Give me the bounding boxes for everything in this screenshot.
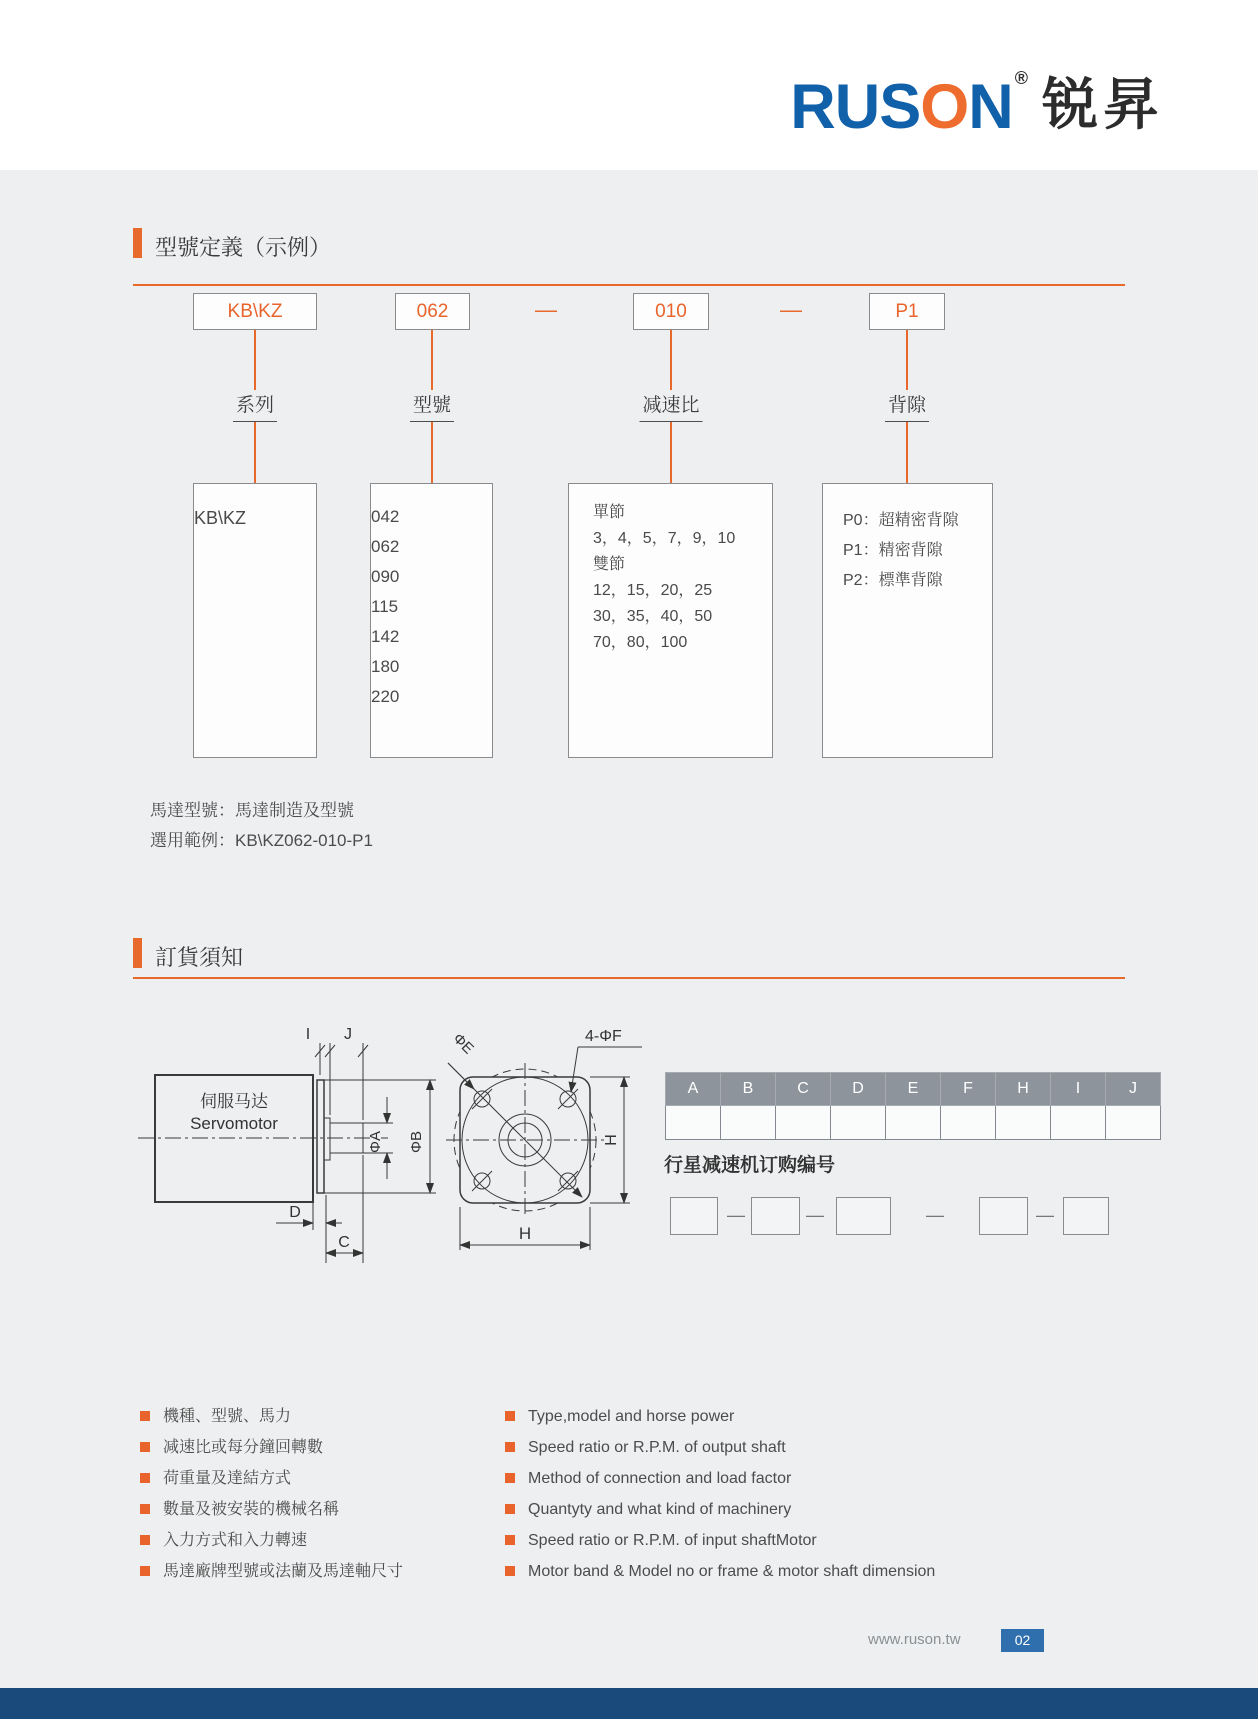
note-item: Motor band & Model no or frame & motor shaft dimension	[505, 1563, 935, 1580]
code-box-ratio: 010	[633, 293, 709, 330]
table-header: J	[1106, 1073, 1161, 1106]
code-separator: —	[780, 297, 802, 322]
connector-line	[906, 422, 908, 483]
servomotor-label-cn: 伺服马达	[200, 1092, 268, 1111]
table-cell	[886, 1106, 941, 1140]
note-item: 荷重量及達結方式	[140, 1470, 403, 1487]
footer-bar	[0, 1688, 1258, 1719]
backlash-option: P0：超精密背隙	[843, 512, 959, 529]
bullet-icon	[140, 1442, 150, 1452]
model-option: 220	[371, 687, 400, 706]
table-header: E	[886, 1073, 941, 1106]
model-option: 090	[371, 567, 400, 586]
label-series: 系列	[233, 390, 277, 422]
code-separator: —	[535, 297, 557, 322]
motor-hub	[324, 1118, 330, 1160]
bullet-icon	[140, 1535, 150, 1545]
bullet-icon	[140, 1473, 150, 1483]
connector-line	[431, 330, 433, 390]
table-header: D	[831, 1073, 886, 1106]
dim-label-d: D	[289, 1204, 301, 1221]
order-separator: —	[1036, 1205, 1054, 1225]
model-option: 062	[371, 537, 400, 556]
bullet-icon	[505, 1411, 515, 1421]
label-model: 型號	[410, 390, 454, 422]
ratio-option: 雙節	[593, 556, 626, 573]
dim-label-phi-f: 4-ΦF	[585, 1028, 622, 1045]
table-cell	[1051, 1106, 1106, 1140]
model-option: 180	[371, 657, 400, 676]
note-item: Method of connection and load factor	[505, 1470, 935, 1487]
dim-label-phi-e: ΦE	[449, 1030, 477, 1058]
ordering-notes-cn	[140, 1408, 403, 1594]
page-number-badge: 02	[1001, 1629, 1044, 1652]
ratio-option: 70，80，100	[593, 634, 688, 651]
table-header: C	[776, 1073, 831, 1106]
note-item: Quantyty and what kind of machinery	[505, 1501, 935, 1518]
order-number-title: 行星减速机订购编号	[664, 1155, 836, 1176]
registered-mark: ®	[1014, 68, 1028, 88]
section1-divider	[133, 284, 1125, 286]
detail-box-series: KB\KZ	[193, 483, 317, 758]
detail-box-model	[370, 483, 493, 758]
dim-label-h-side: H	[603, 1134, 620, 1146]
logo-wordmark: RUSON	[790, 72, 1013, 142]
table-header: I	[1051, 1073, 1106, 1106]
bullet-icon	[140, 1411, 150, 1421]
backlash-option: P1：精密背隙	[843, 542, 943, 559]
servomotor-label-en: Servomotor	[190, 1114, 278, 1133]
table-cell	[776, 1106, 831, 1140]
note-item: 减速比或每分鐘回轉數	[140, 1439, 403, 1456]
ratio-option: 3，4，5，7，9，10	[593, 530, 736, 547]
motor-flange	[317, 1080, 324, 1193]
dim-label-phi-b: ΦB	[408, 1131, 425, 1153]
order-box-model	[751, 1197, 800, 1235]
ratio-option: 30，35，40，50	[593, 608, 713, 625]
dimension-ticks	[315, 1045, 368, 1057]
bullet-icon	[140, 1504, 150, 1514]
dimension-table-header-row	[666, 1073, 1161, 1106]
section1-accent-bar	[133, 228, 142, 258]
logo-o-icon: O	[920, 72, 969, 142]
connector-line	[670, 330, 672, 390]
ordering-notes-en	[505, 1408, 935, 1594]
table-header: A	[666, 1073, 721, 1106]
label-backlash: 背隙	[885, 390, 929, 422]
connector-line	[431, 422, 433, 483]
order-separator: —	[806, 1205, 824, 1225]
bullet-icon	[505, 1442, 515, 1452]
motor-model-note: 馬達型號：馬達制造及型號	[150, 801, 354, 820]
connector-line	[670, 422, 672, 483]
connector-line	[906, 330, 908, 390]
example-note: 選用範例：KB\KZ062-010-P1	[150, 831, 373, 850]
logo-chinese-name: 锐昇	[1042, 73, 1164, 136]
table-cell	[941, 1106, 996, 1140]
order-separator: —	[926, 1205, 944, 1225]
bullet-icon	[505, 1535, 515, 1545]
backlash-option: P2：標準背隙	[843, 572, 943, 589]
ratio-option: 12，15，20，25	[593, 582, 713, 599]
label-ratio: 减速比	[639, 390, 702, 422]
order-box-motor	[979, 1197, 1028, 1235]
table-header: H	[996, 1073, 1051, 1106]
order-separator: —	[727, 1205, 745, 1225]
note-item: Type,model and horse power	[505, 1408, 935, 1425]
section2-accent-bar	[133, 938, 142, 968]
dimension-table	[665, 1072, 1161, 1140]
connector-line	[254, 330, 256, 390]
dim-label-h-bottom: H	[518, 1224, 532, 1243]
note-item: 馬達廠牌型號或法蘭及馬達軸尺寸	[140, 1563, 403, 1580]
note-item: 入力方式和入力轉速	[140, 1532, 403, 1549]
section2-divider	[133, 977, 1125, 979]
note-item: Speed ratio or R.P.M. of input shaftMotor	[505, 1532, 935, 1549]
dim-label-j: J	[344, 1026, 352, 1043]
ruson-logo	[790, 68, 1164, 142]
technical-drawing	[130, 995, 660, 1315]
code-box-model: 062	[395, 293, 470, 330]
code-box-backlash: P1	[869, 293, 945, 330]
table-cell	[666, 1106, 721, 1140]
connector-line	[254, 422, 256, 483]
order-box-ratio	[836, 1197, 891, 1235]
dim-label-phi-a: ΦA	[367, 1131, 384, 1153]
table-cell	[721, 1106, 776, 1140]
table-header: B	[721, 1073, 776, 1106]
detail-box-backlash	[822, 483, 993, 758]
detail-box-ratio	[568, 483, 773, 758]
model-option: 042	[371, 507, 400, 526]
order-box-backlash	[1063, 1197, 1109, 1235]
table-cell	[1106, 1106, 1161, 1140]
bullet-icon	[505, 1473, 515, 1483]
table-header: F	[941, 1073, 996, 1106]
model-option: 115	[371, 597, 399, 616]
ratio-option: 單節	[593, 504, 626, 521]
dim-label-i: I	[305, 1026, 311, 1043]
dim-label-c: C	[338, 1234, 350, 1251]
bullet-icon	[505, 1504, 515, 1514]
note-item: 數量及被安裝的機械名稱	[140, 1501, 403, 1518]
website-link[interactable]: www.ruson.tw	[868, 1631, 961, 1648]
bullet-icon	[140, 1566, 150, 1576]
bullet-icon	[505, 1566, 515, 1576]
section2-title: 訂貨須知	[155, 945, 244, 970]
table-cell	[996, 1106, 1051, 1140]
order-box-series	[670, 1197, 718, 1235]
note-item: 機種、型號、馬力	[140, 1408, 403, 1425]
code-box-series: KB\KZ	[193, 293, 317, 330]
note-item: Speed ratio or R.P.M. of output shaft	[505, 1439, 935, 1456]
model-option: 142	[371, 627, 400, 646]
dimension-table-value-row	[666, 1106, 1161, 1140]
section1-title: 型號定義（示例）	[155, 235, 332, 260]
table-cell	[831, 1106, 886, 1140]
